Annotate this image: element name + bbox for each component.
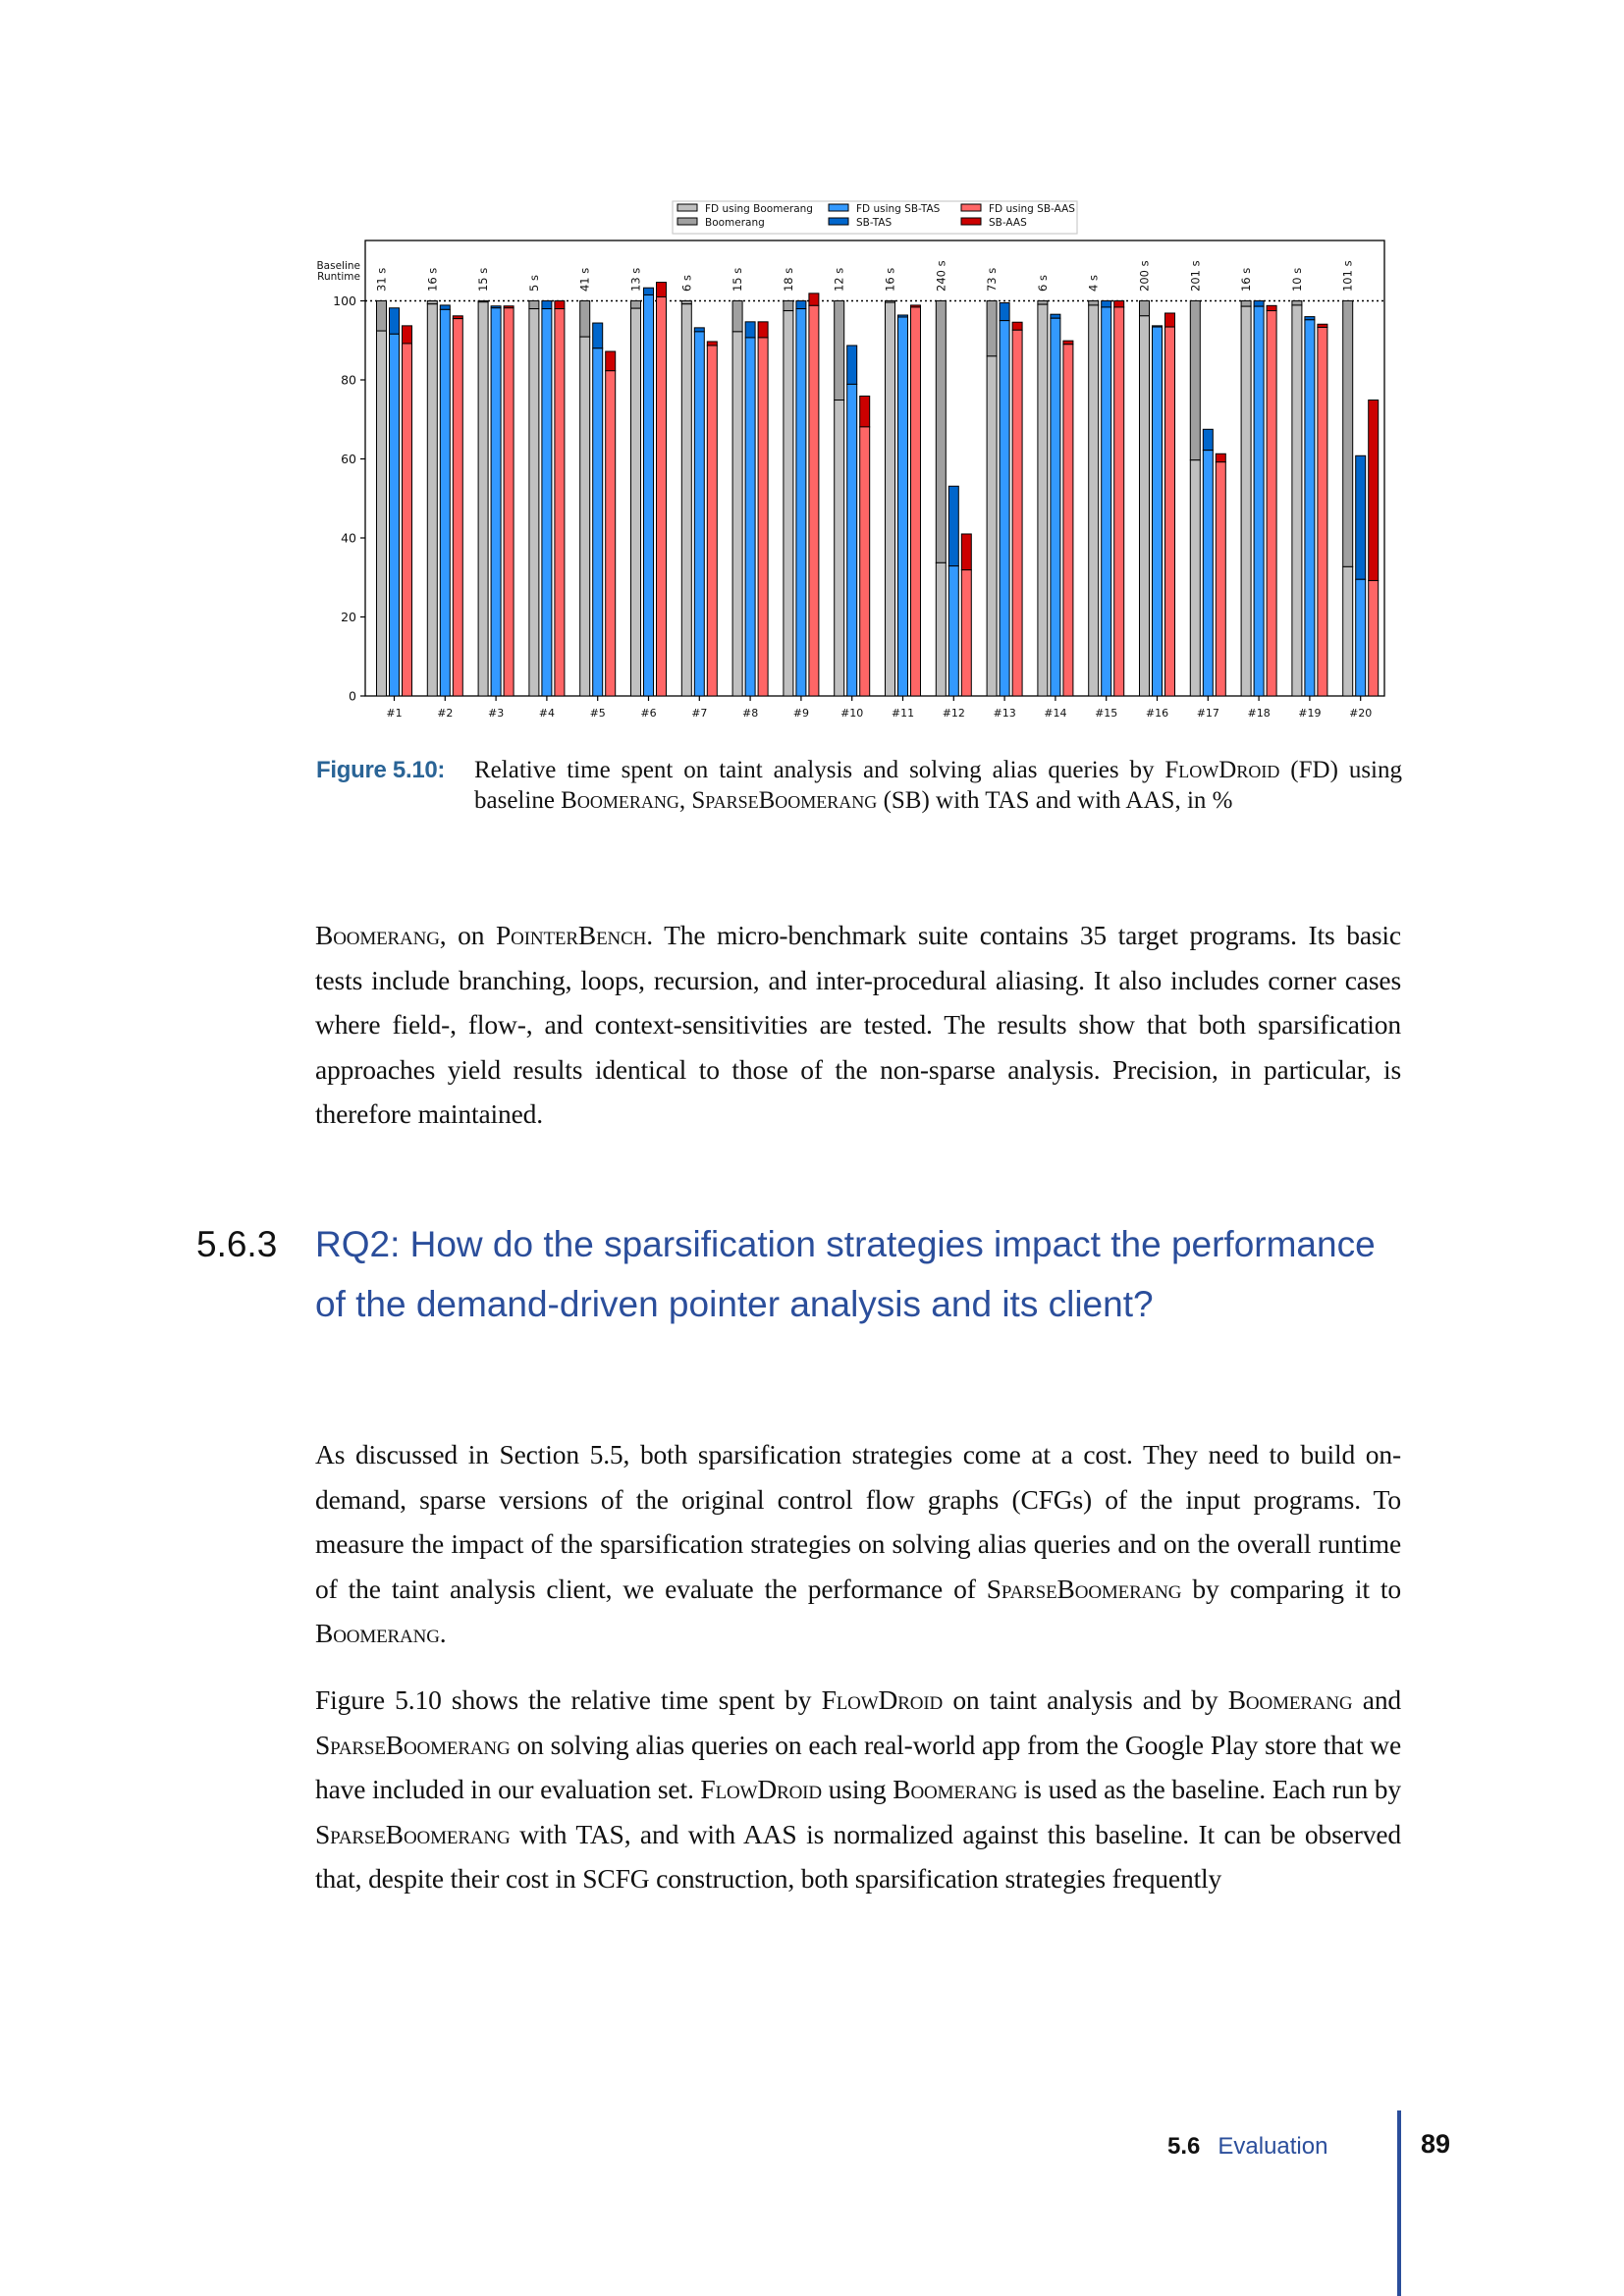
baseline-runtime-value: 15 s (476, 267, 491, 292)
bar-fd-segment (1153, 327, 1163, 696)
bar-alias-segment (1241, 301, 1251, 307)
plot-frame (365, 240, 1384, 696)
bar-alias-segment (961, 534, 971, 570)
bar-alias-segment (377, 301, 387, 332)
bar-fd-segment (657, 296, 667, 696)
paragraph-pointerbench: Boomerang, on PointerBench. The micro-benchmark suite contains 35 target programs. Its basic tests include branching, loops, recursion, and inter-procedural aliasing. It also includes corner cases where field-, flow-, and context-sensitivities are tested. The results show that both sparsification approaches yield results identical to those of the non-sparse analysis. Precision, in particular, is therefore maintained. (315, 920, 1401, 1129)
running-footer (1167, 2133, 1327, 2161)
baseline-runtime-value: 73 s (985, 267, 1000, 292)
bar-fd-segment (542, 309, 552, 696)
bar-fd-segment (1254, 306, 1264, 696)
bar-alias-segment (745, 322, 755, 338)
bar-fd-segment (936, 562, 946, 696)
bar-alias-segment (555, 301, 565, 309)
figure-5-10-chart (0, 0, 1624, 746)
bar-fd-segment (948, 566, 958, 696)
bar-alias-segment (644, 288, 654, 294)
bar-fd-segment (1203, 451, 1213, 696)
bar-alias-segment (1089, 301, 1099, 305)
x-tick-label: #1 (386, 707, 403, 720)
page-number: 89 (1421, 2129, 1451, 2159)
tool-name: SparseBoomerang (315, 1818, 511, 1849)
bar-alias-segment (1063, 341, 1073, 345)
footer-section-title: Evaluation (1218, 2133, 1328, 2160)
baseline-runtime-value: 10 s (1289, 267, 1304, 292)
bar-fd-segment (1063, 345, 1073, 696)
bar-alias-segment (542, 301, 552, 309)
bar-fd-segment (694, 332, 704, 696)
x-tick-label: #7 (691, 707, 708, 720)
baseline-runtime-value: 15 s (731, 267, 745, 292)
bar-fd-segment (835, 400, 844, 696)
bar-alias-segment (529, 301, 539, 309)
bar-alias-segment (1203, 429, 1213, 450)
x-tick-label: #14 (1044, 707, 1067, 720)
bar-fd-segment (809, 305, 819, 696)
bar-alias-segment (1216, 454, 1225, 461)
bar-fd-segment (1216, 462, 1225, 696)
baseline-runtime-value: 240 s (934, 260, 948, 292)
footer-section-number: 5.6 (1167, 2133, 1201, 2160)
bar-alias-segment (860, 397, 870, 427)
bar-fd-segment (1292, 305, 1302, 696)
bar-fd-segment (606, 371, 616, 696)
x-tick-label: #10 (840, 707, 864, 720)
bar-alias-segment (1369, 400, 1379, 581)
bar-fd-segment (1038, 304, 1048, 696)
bar-alias-segment (403, 326, 412, 344)
bar-fd-segment (1267, 311, 1276, 696)
x-tick-label: #15 (1095, 707, 1118, 720)
bar-fd-segment (886, 302, 895, 696)
x-tick-label: #17 (1196, 707, 1219, 720)
bar-alias-segment (1102, 301, 1111, 307)
baseline-runtime-value: 6 s (1035, 275, 1050, 292)
x-tick-label: #11 (891, 707, 915, 720)
bar-fd-segment (1343, 566, 1353, 696)
tool-name: PointerBench (496, 920, 647, 950)
baseline-runtime-value: 6 s (679, 275, 694, 292)
baseline-runtime-value: 4 s (1086, 275, 1101, 292)
bar-alias-segment (390, 308, 400, 335)
bar-fd-segment (593, 348, 603, 696)
baseline-runtime-value: 16 s (425, 267, 440, 292)
tool-name: SparseBoomerang (986, 1573, 1182, 1604)
x-tick-label: #20 (1349, 707, 1373, 720)
bar-alias-segment (694, 328, 704, 332)
bar-alias-segment (707, 342, 717, 346)
x-tick-label: #2 (437, 707, 454, 720)
tool-name: Boomerang (315, 1618, 440, 1648)
x-tick-label: #9 (792, 707, 810, 720)
legend-swatch (677, 204, 697, 211)
bar-alias-segment (1165, 313, 1175, 327)
bar-alias-segment (440, 305, 450, 309)
paragraph-sparsification-cost: As discussed in Section 5.5, both sparsification strategies come at a cost. They need to build on-demand, sparse versions of the original control flow graphs (CFGs) of the input programs. To measure the impact of the sparsification strategies on solving alias queries and on the overall runtime of the taint analysis client, we evaluate the performance of SparseBoomerang by comparing it to Boomerang. (315, 1439, 1401, 1648)
bar-alias-segment (1292, 301, 1302, 305)
baseline-runtime-value: 12 s (832, 267, 846, 292)
footer-vertical-rule (1397, 2110, 1401, 2296)
x-tick-label: #18 (1247, 707, 1271, 720)
x-tick-label: #5 (589, 707, 606, 720)
tool-name: FlowDroid (821, 1684, 944, 1715)
bar-fd-segment (478, 302, 488, 696)
baseline-runtime-label: Baseline (316, 260, 360, 272)
bar-fd-segment (1140, 316, 1150, 696)
baseline-runtime-value: 5 s (526, 275, 541, 292)
bar-fd-segment (898, 317, 908, 696)
bar-alias-segment (1012, 322, 1022, 330)
x-tick-label: #19 (1298, 707, 1322, 720)
baseline-runtime-value: 18 s (781, 267, 795, 292)
tool-name: Boomerang (561, 787, 679, 814)
tool-name: FlowDroid (700, 1774, 822, 1804)
x-tick-label: #4 (538, 707, 556, 720)
section-number: 5.6.3 (196, 1224, 278, 1264)
bar-fd-segment (427, 304, 437, 696)
bar-fd-segment (453, 319, 462, 696)
legend-label: SB-AAS (989, 217, 1027, 229)
bar-fd-segment (1051, 318, 1060, 696)
bar-alias-segment (987, 301, 997, 356)
tool-name: Boomerang (893, 1774, 1018, 1804)
x-tick-label: #3 (487, 707, 505, 720)
legend-label: Boomerang (705, 217, 765, 229)
bar-alias-segment (1038, 301, 1048, 305)
bar-alias-segment (606, 351, 616, 371)
bar-fd-segment (732, 332, 742, 696)
bar-alias-segment (835, 301, 844, 400)
bar-fd-segment (644, 294, 654, 696)
bar-alias-segment (1140, 301, 1150, 316)
bar-alias-segment (758, 322, 768, 338)
y-tick-label: 20 (341, 610, 356, 624)
bar-fd-segment (1305, 320, 1315, 696)
bar-fd-segment (1165, 327, 1175, 696)
baseline-runtime-value: 13 s (628, 267, 643, 292)
y-tick-label: 100 (333, 294, 356, 308)
legend-label: FD using SB-TAS (856, 203, 941, 215)
figure-label: Figure 5.10: (316, 757, 446, 783)
tool-name: Boomerang (315, 920, 440, 950)
bar-alias-segment (936, 301, 946, 563)
bar-fd-segment (377, 331, 387, 696)
bar-fd-segment (440, 309, 450, 696)
tool-name: SparseBoomerang (315, 1729, 511, 1760)
legend-swatch (829, 218, 848, 225)
tool-name: SparseBoomerang (691, 787, 878, 814)
bar-alias-segment (631, 301, 641, 309)
bar-alias-segment (580, 301, 590, 338)
y-tick-label: 40 (341, 530, 356, 546)
bar-alias-segment (784, 301, 793, 311)
bar-fd-segment (987, 356, 997, 696)
bar-fd-segment (1318, 327, 1327, 696)
legend-swatch (829, 204, 848, 211)
bar-fd-segment (1000, 321, 1009, 696)
bar-fd-segment (504, 308, 514, 696)
bar-alias-segment (1000, 303, 1009, 321)
bar-fd-segment (1356, 579, 1366, 696)
bar-alias-segment (1343, 301, 1353, 567)
bar-fd-segment (745, 338, 755, 696)
bar-alias-segment (657, 283, 667, 297)
bar-fd-segment (784, 311, 793, 696)
baseline-runtime-value: 200 s (1137, 260, 1152, 292)
bar-fd-segment (707, 346, 717, 696)
legend-swatch (961, 204, 981, 211)
bar-alias-segment (1267, 305, 1276, 310)
bar-fd-segment (796, 309, 806, 696)
baseline-runtime-value: 31 s (374, 267, 389, 292)
bar-fd-segment (847, 384, 857, 696)
figure-caption-text: Relative time spent on taint analysis and solving alias queries by FlowDroid (FD) using baseline Boomerang, SparseBoomerang (SB) with TAS and with AAS, in % (474, 757, 1402, 814)
bar-fd-segment (631, 308, 641, 696)
bar-fd-segment (403, 344, 412, 696)
bar-fd-segment (1114, 307, 1124, 696)
x-tick-label: #6 (640, 707, 657, 720)
baseline-runtime-value: 16 s (883, 267, 897, 292)
y-tick-label: 80 (341, 372, 356, 388)
bar-alias-segment (809, 294, 819, 305)
x-tick-label: #12 (942, 707, 965, 720)
tool-name: FlowDroid (1164, 757, 1280, 783)
bar-fd-segment (961, 570, 971, 696)
x-tick-label: #8 (741, 707, 759, 720)
bar-alias-segment (847, 346, 857, 384)
bar-fd-segment (390, 334, 400, 696)
bar-fd-segment (529, 309, 539, 696)
bar-fd-segment (860, 427, 870, 696)
grouped-stacked-bar-chart (0, 0, 1624, 746)
baseline-runtime-value: 41 s (577, 267, 592, 292)
bar-fd-segment (681, 304, 691, 696)
x-tick-label: #16 (1145, 707, 1169, 720)
bar-fd-segment (911, 307, 921, 696)
bar-alias-segment (1190, 301, 1200, 460)
legend-swatch (677, 218, 697, 225)
legend-label: FD using SB-AAS (989, 203, 1075, 215)
bar-fd-segment (758, 338, 768, 696)
bar-fd-segment (1012, 330, 1022, 696)
bar-fd-segment (1369, 580, 1379, 696)
bar-fd-segment (1241, 306, 1251, 696)
baseline-runtime-value: 16 s (1239, 267, 1254, 292)
bar-fd-segment (555, 309, 565, 696)
x-tick-label: #13 (993, 707, 1016, 720)
bar-alias-segment (1356, 455, 1366, 579)
section-title: RQ2: How do the sparsification strategies impact the performance of the demand-driven pointer analysis and its client? (315, 1224, 1376, 1324)
bar-fd-segment (1089, 305, 1099, 696)
bar-alias-segment (1114, 301, 1124, 307)
baseline-runtime-label: Runtime (317, 271, 360, 283)
tool-name: Boomerang (1227, 1684, 1353, 1715)
bar-alias-segment (593, 323, 603, 348)
bar-alias-segment (1254, 301, 1264, 307)
bar-alias-segment (796, 301, 806, 309)
bar-fd-segment (1102, 307, 1111, 696)
y-tick-label: 0 (349, 688, 356, 704)
bar-alias-segment (948, 486, 958, 565)
legend-label: SB-TAS (856, 217, 893, 229)
legend-label: FD using Boomerang (705, 203, 813, 215)
bar-fd-segment (491, 308, 501, 696)
bar-alias-segment (1051, 314, 1060, 318)
legend-swatch (961, 218, 981, 225)
y-tick-label: 60 (341, 452, 356, 466)
bar-alias-segment (732, 301, 742, 332)
baseline-runtime-value: 101 s (1340, 260, 1355, 292)
baseline-runtime-value: 201 s (1188, 260, 1203, 292)
bar-fd-segment (1190, 460, 1200, 696)
paragraph-figure-discussion: Figure 5.10 shows the relative time spent by FlowDroid on taint analysis and by Boomerang and SparseBoomerang on solving alias queries on each real-world app from the Google Play store that we have included in our evaluation set. FlowDroid using Boomerang is used as the baseline. Each run by SparseBoomerang with TAS, and with AAS is normalized against this baseline. It can be observed that, despite their cost in SCFG construction, both sparsification strategies frequently (315, 1684, 1402, 1894)
bar-fd-segment (580, 337, 590, 696)
